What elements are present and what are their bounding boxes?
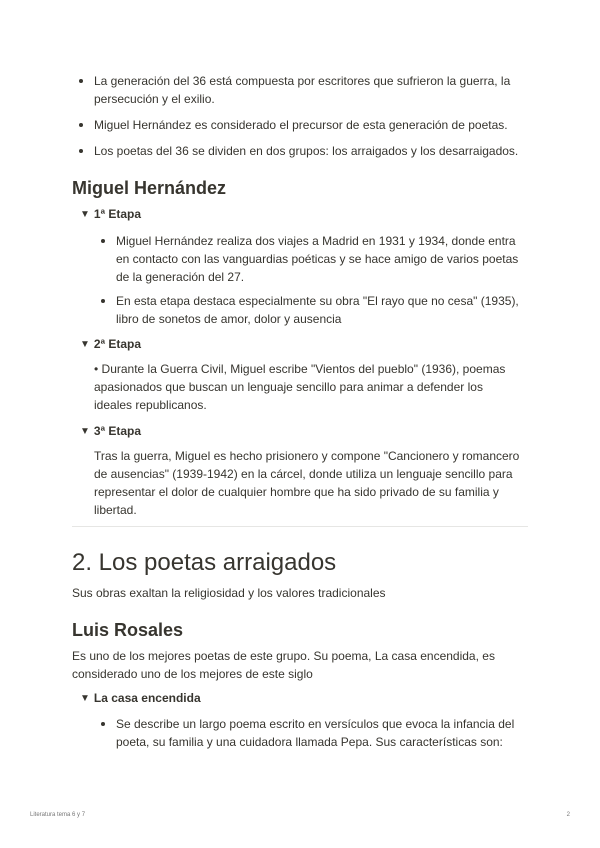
list-item: La generación del 36 está compuesta por escritores que sufrieron la guerra, la persecución y el exilio. [72,72,528,108]
toggle-triangle-icon: ▼ [80,692,90,704]
rosales-heading: Luis Rosales [72,620,184,640]
etapa2-text: • Durante la Guerra Civil, Miguel escribe "Vientos del pueblo" (1936), poemas apasionados que buscan un lenguaje sencillo para animar a defender los ideales republicanos. [94,362,506,412]
chapter-intro: Sus obras exaltan la religiosidad y los valores tradicionales [72,586,386,600]
toggle-etapa1[interactable] [80,207,141,221]
toggle-etapa3[interactable] [80,424,141,438]
chapter-heading: 2. Los poetas arraigados [72,549,337,576]
miguel-heading: Miguel Hernández [72,178,227,198]
etapa1-list [94,232,528,334]
list-item: Los poetas del 36 se dividen en dos grupos: los arraigados y los desarraigados. [72,142,528,160]
etapa3-text: Tras la guerra, Miguel es hecho prisionero y compone "Cancionero y romancero de ausencias" (1939-1942) en la cárcel, donde utiliza un lenguaje sencillo para representar el dolor de cualquier hombre que ha sido privado de su familia y libertad. [94,449,520,517]
toggle-title: 3ª Etapa [93,424,142,438]
footer-title: Literatura tema 6 y 7 [30,812,86,818]
toggle-triangle-icon: ▼ [80,208,90,220]
intro-bullet-list [72,72,528,168]
list-item: Se describe un largo poema escrito en versículos que evoca la infancia del poeta, su familia y una cuidadora llamada Pepa. Sus características son: [94,715,528,751]
toggle-title: La casa encendida [93,691,201,705]
toggle-title: 1ª Etapa [93,207,142,221]
rosales-intro: Es uno de los mejores poetas de este grupo. Su poema, La casa encendida, es considerado uno de los mejores de este siglo [72,649,495,681]
page-number: 2 [566,812,570,818]
toggle-title: 2ª Etapa [93,337,142,351]
toggle-etapa2[interactable] [80,337,141,351]
list-item: Miguel Hernández realiza dos viajes a Madrid en 1931 y 1934, donde entra en contacto con las vanguardias poéticas y se hace amigo de varios poetas de la generación del 27. [94,232,528,286]
casa-encendida-list [94,715,528,757]
list-item: Miguel Hernández es considerado el precursor de esta generación de poetas. [72,116,528,134]
toggle-triangle-icon: ▼ [80,425,90,437]
list-item: En esta etapa destaca especialmente su obra "El rayo que no cesa" (1935), libro de sonetos de amor, dolor y ausencia [94,292,528,328]
divider [72,526,528,527]
toggle-casa-encendida[interactable] [80,691,201,705]
toggle-triangle-icon: ▼ [80,338,90,350]
